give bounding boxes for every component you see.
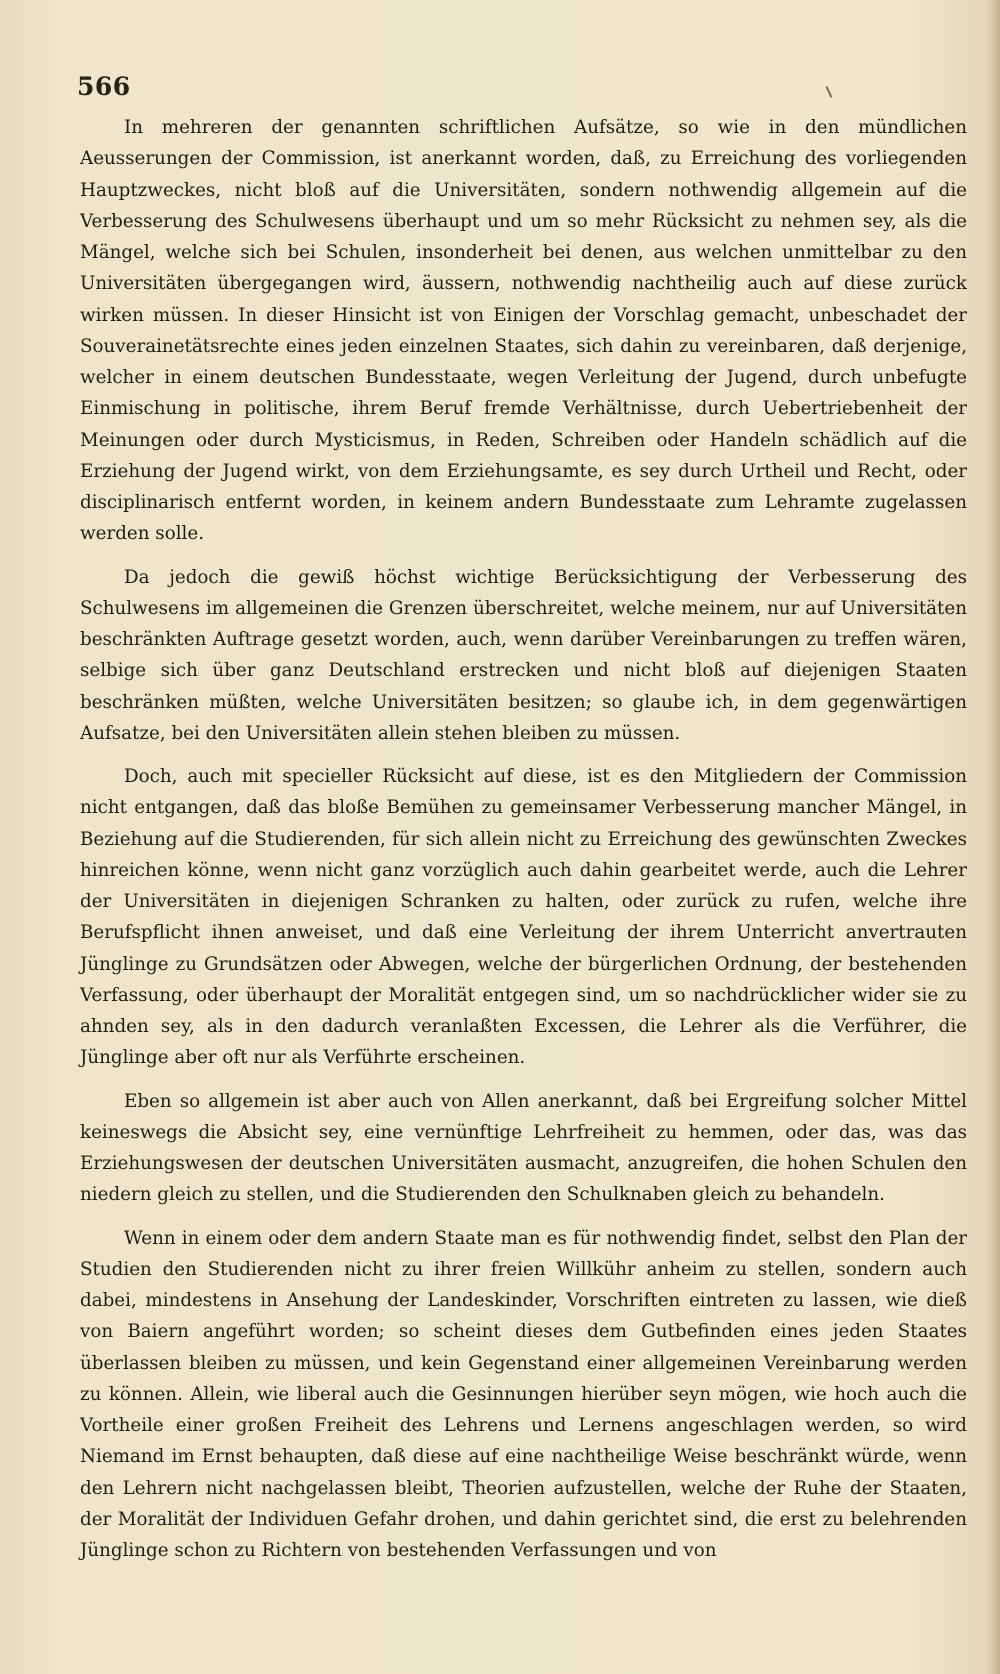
ink-mark: [826, 86, 833, 98]
paragraph-5: Wenn in einem oder dem andern Staate man es für nothwendig findet, selbst den Plan der Studien den Studierenden nicht zu ihrer freien Willkühr anheim zu stellen, sondern auch dabei, mindestens in Ansehung der Landeskinder, Vorschriften eintreten zu lassen, wie dieß von Baiern angeführt worden; so scheint dieses dem Gutbefinden eines jeden Staates überlassen bleiben zu müssen, und kein Gegenstand einer allgemeinen Vereinbarung werden zu können. Allein, wie liberal auch die Gesinnungen hierüber seyn mögen, wie hoch auch die Vortheile einer großen Freiheit des Lehrens und Lernens angeschlagen werden, so wird Niemand im Ernst behaupten, daß diese auf eine nachtheilige Weise beschränkt würde, wenn den Lehrern nicht nachgelassen bleibt, Theorien aufzustellen, welche der Ruhe der Staaten, der Moralität der Individuen Gefahr drohen, und dahin gerichtet sind, die erst zu belehrenden Jünglinge schon zu Richtern von bestehenden Verfassungen und von: [80, 1227, 967, 1561]
page-body: [80, 112, 967, 1566]
paragraph-3: Doch, auch mit specieller Rücksicht auf diese, ist es den Mitgliedern der Commission nicht entgangen, daß das bloße Bemühen zu gemeinsamer Verbesserung mancher Mängel, in Beziehung auf die Studierenden, für sich allein nicht zu Erreichung des gewünschten Zweckes hinreichen könne, wenn nicht ganz vorzüglich auch dahin gearbeitet werde, auch die Lehrer der Universitäten in diejenigen Schranken zu halten, oder zurück zu rufen, welche ihre Berufspflicht ihnen anweiset, und daß eine Verleitung der ihrem Unterricht anvertrauten Jünglinge zu Grundsätzen oder Abwegen, welche der bürgerlichen Ordnung, der bestehenden Verfassung, oder überhaupt der Moralität entgegen sind, um so nachdrücklicher wider sie zu ahnden sey, als in den dadurch veranlaßten Excessen, die Lehrer als die Verführer, die Jünglinge aber oft nur als Verführte erscheinen.: [80, 766, 967, 1069]
paragraph-1: In mehreren der genannten schriftlichen Aufsätze, so wie in den mündlichen Aeusserungen der Commission, ist anerkannt worden, daß, zu Erreichung des vorliegenden Hauptzweckes, nicht bloß auf die Universitäten, sondern nothwendig allgemein auf die Verbesserung des Schulwesens überhaupt und um so mehr Rücksicht zu nehmen sey, als die Mängel, welche sich bei Schulen, insonderheit bei denen, aus welchen unmittelbar zu den Universitäten übergegangen wird, äussern, nothwendig nachtheilig auch auf diese zurück wirken müssen. In dieser Hinsicht ist von Einigen der Vorschlag gemacht, unbeschadet der Souverainetätsrechte eines jeden einzelnen Staates, sich dahin zu vereinbaren, daß derjenige, welcher in einem deutschen Bundesstaate, wegen Verleitung der Jugend, durch unbefugte Einmischung in politische, ihrem Beruf fremde Verhältnisse, durch Uebertriebenheit der Meinungen oder durch Mysticismus, in Reden, Schreiben oder Handeln schädlich auf die Erziehung der Jugend wirkt, von dem Erziehungsamte, es sey durch Urtheil und Recht, oder disciplinarisch entfernt worden, in keinem andern Bundesstaate zum Lehramte zugelassen werden solle.: [80, 117, 967, 545]
page-number: 566: [77, 72, 131, 101]
paragraph-4: Eben so allgemein ist aber auch von Allen anerkannt, daß bei Ergreifung solcher Mittel keineswegs die Absicht sey, eine vernünftige Lehrfreiheit zu hemmen, oder das, was das Erziehungswesen der deutschen Universitäten ausmacht, anzugreifen, die hohen Schulen den niedern gleich zu stellen, und die Studierenden den Schulknaben gleich zu behandeln.: [80, 1090, 967, 1206]
paragraph-2: Da jedoch die gewiß höchst wichtige Berücksichtigung der Verbesserung des Schulwesens im allgemeinen die Grenzen überschreitet, welche meinem, nur auf Universitäten beschränkten Auftrage gesetzt worden, auch, wenn darüber Vereinbarungen zu treffen wären, selbige sich über ganz Deutschland erstrecken und nicht bloß auf diejenigen Staaten beschränken müßten, welche Universitäten besitzen; so glaube ich, in dem gegenwärtigen Aufsatze, bei den Universitäten allein stehen bleiben zu müssen.: [80, 566, 967, 744]
page-binding-shadow: [986, 0, 1000, 1674]
